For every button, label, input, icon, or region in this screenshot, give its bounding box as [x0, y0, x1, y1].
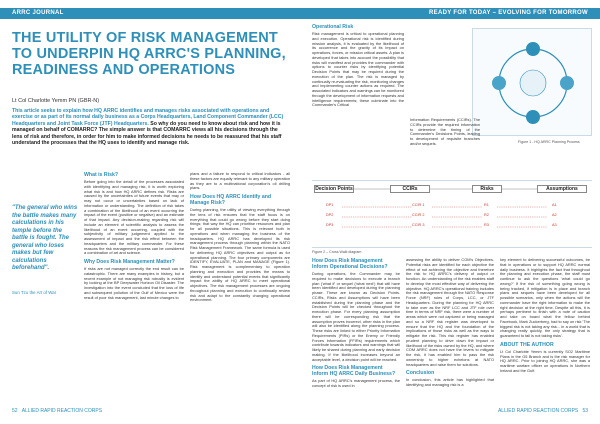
body-paragraph: Lt Col Charlotte Yemm is currently SO2 Maritime Plans in the G5 Branch and is the risk manager for HQ ARRC. Prior to joining HQ ARRC, she was a maritime warfare officer on operations in Northern Ireland and the Gulf.	[500, 348, 590, 373]
right-footer	[498, 408, 588, 414]
tagline-label: READY FOR TODAY – EVOLVING FOR TOMORROW	[429, 10, 588, 16]
section-heading: How Does Risk Management Inform Operational Decisions?	[312, 258, 388, 270]
intro-lead: This article seeks to explain how HQ ARRC identifies and manages risks associated with operations and exercise or as part of its normal daily business as a Corps Headquarters, Land Component Commander (LCC) Headquarters and Joint Task Force (JTF) Headquarters.	[12, 108, 284, 127]
page-number-left: 52	[12, 408, 18, 414]
journal-label: ARRC JOURNAL	[12, 10, 64, 16]
flow-header-ccir: CCIRs	[390, 185, 430, 193]
cycle-node-bottom	[526, 110, 540, 124]
operational-risk-column	[312, 24, 404, 111]
ccir-item: CCIR 2	[412, 213, 425, 217]
risk-item: R1	[484, 203, 489, 207]
cycle-node-left	[492, 76, 506, 90]
assumption-item: A3	[552, 223, 557, 227]
right-column-1	[312, 258, 400, 392]
pull-quote: "The general who wins the battle makes many calculations in his temple before the battle is fought. The general who loses makes but few calculations beforehand".	[12, 205, 78, 271]
cross-walk-diagram	[312, 180, 592, 248]
risk-item: R3	[484, 223, 489, 227]
left-footer	[12, 408, 102, 414]
right-column-2	[406, 258, 494, 391]
cycle-node-top	[526, 42, 540, 56]
left-column-2	[190, 172, 290, 306]
left-column-1	[84, 172, 184, 303]
section-heading: Operational Risk	[312, 24, 354, 30]
intro-rest: So why do you need to know about risk and how it is managed on behalf of COMARRC? The simple answer is that COMARRC views all his decisions through the lens of risk and therefore, in order for him to make informed decisions he needs to be reassured that his staff understand the processes that the HQ uses to identify and manage risk.	[12, 120, 282, 147]
left-header-band	[0, 8, 300, 19]
body-paragraph: assessing the ability to deliver COM's Objectives. Potential risks are identified for each objective the effect of not achieving the objective and therefore the risk to HQ ARRC's delivery of output or function. An understanding of the risk enables staff to develop the most effective way of delivering the objective. HQ ARRC's operational training includes the risk management through the NATO Response Force (NRF) roles of Corps, LCC, or JTF Headquarters. During the planning for HQ ARRC to take over as the NRF LCC and JTF role over time in terms of NRF risk, there were a number of areas which were not captured or being managed and so a NRF risk register was developed to ensure that the HQ and the foundation of the implications of those risks as well as the ways to mitigate the risk. This risk register has enabled prudent planning to drive down the impact or likelihood of the risks owned by the HQ, and where COM ARRC does not have the levers to mitigate the risk, it has enabled him to pass the risk ownership to higher echelons at NATO headquarters and raise them for solutions.	[406, 257, 494, 367]
right-page	[300, 0, 600, 424]
cycle-hub	[520, 70, 546, 96]
footer-title-left: ALLIED RAPID REACTION CORPS	[21, 408, 103, 414]
figure1-caption: Figure 1 - HQ ARRC Planning Process	[518, 140, 580, 144]
section-heading: Conclusion	[406, 370, 435, 377]
right-column-3	[500, 258, 590, 377]
dp-item: DP3	[326, 223, 334, 227]
body-paragraph: As part of HQ ARRC's management process, the concept of risk is used in	[312, 378, 400, 388]
body-paragraph: If risks are not managed correctly the end result can be catastrophic. There are many examples in history, but a recent example of not managing risk robustly is evident by looking at the BP Deepwater Horizon Oil Disaster. The investigation into the event concluded that the loss of life and subsequent pollution of the Gulf of Mexico were the result of poor risk management, last minute changes to	[84, 266, 184, 300]
ccir-item: CCIR 1	[412, 203, 425, 207]
body-paragraph: plans and a failure to respond to critical indicators - all these factors are equally relevant to any military operation as they are to a multinational corporation's oil drilling plans.	[190, 171, 290, 191]
body-paragraph: During operations, the Commander may be required to make decisions to execute a branch plan ('what if' or sequel ('what next') that will have been identified and developed during the planning phase. These are known as Decision Points. CCIRs, Risks and Assumptions will have been established during the planning phase and the Decision Points will be checked throughout the execution phase. For every planning assumption there will be corresponding risk that the assumption proves incorrect, other risks in the plan will also be identified along the planning process. These risks are linked to either Priority Information Requirements (PIRs) or the Enemy or Friendly Forces Information (FFIRs) requirements which contribute towards indicators and warnings that will likely be shared during planning and early decision making. If the likelihood increases beyond an acceptable level, a decision point will be reached.	[312, 271, 400, 362]
ccir-column	[410, 118, 480, 150]
dp-item: DP1	[326, 203, 334, 207]
pull-quote-source: Sun Tzu the Art of War	[12, 290, 57, 295]
body-paragraph: During planning, the utility of viewing everything through the lens of risk ensures that the staff focus is on everything that could go wrong before they start doing things; that way the HQ can prioritise resources and plan for all possible situations. This is relevant both in operations and when managing the business of the headquarters. HQ ARRC has developed its risk management process through planning within the NATO Risk Management Framework. The same formula is used for delivering HQ ARRC objectives and output as for operational planning. The four primary components are IDENTIFY, EVALUATE, PLAN and MANAGE (Figure 1). Risk management is complementary to operation planning and execution and provides the means to identify and understand potential events that significantly impact the ability of HQ ARRC to meet operational objectives. The risk management processes are ongoing throughout planning and execution to continually review risk and adapt to the constantly changing operational environment.	[190, 207, 290, 303]
flow-header-dp: Decision Points	[315, 186, 353, 192]
dp-item: DP2	[326, 213, 334, 217]
page-number-right: 53	[582, 408, 588, 414]
body-paragraph: Before going into the detail of the processes associated with identifying and managing risk, it is worth exploring what risk is and how HQ ARRC defines risk. Risks are caused by the uncertainties of future events that may or may not occur or uncertainties based on lack of information or understanding. The definition of risk takes a combination of the likelihood of an event occurring the impact of the event (positive or negative) and an estimate of that impact. Any decision-making regarding risk will include an element of scientific analysis to assess the likelihood of an event occurring, coupled with the subjectivity of military judgement applied to the assessment of impact and the risk effect between the headquarters and the military commander. For these reasons the risk management process can be considered a combination of art and science.	[84, 179, 184, 256]
flow-header-assumptions: Assumptions	[537, 185, 587, 193]
body-paragraph: Information Requirements (CCIRs). The CCIRs provide the required information to determine the timing of the Commander's Decisions Points, leading to development of requisite branches and/or sequels.	[410, 117, 480, 146]
flow-header-risks: Risks	[472, 185, 502, 193]
section-heading: Why Does Risk Management Matter?	[84, 259, 175, 265]
body-paragraph: Risk management is critical to operational planning and execution. Operational risk is identified during mission analysis, it is evaluated by the likelihood of its occurrence and the gravity of its impact on operations, forces, or mission critical assets. A plan is developed that takes into account the possibility that risks will manifest and provides the commander with options to counter risks by identifying potential Decision Points that may be required during the execution of the plan. The risk is managed by continually re-evaluating the risk, monitoring changes and implementing counter actions as required. The associated indicators and warnings can be monitored through the development of information requests and intelligence requirements; these culminate into the Commander's Critical	[312, 31, 404, 108]
section-heading: How Does HQ ARRC Identify and Manage Risk?	[190, 194, 272, 206]
cycle-node-right	[560, 76, 574, 90]
section-heading: What is Risk?	[84, 172, 119, 178]
section-heading: How Does Risk Management Inform HQ ARRC Daily Business?	[312, 365, 396, 378]
body-paragraph: In conclusion, this article has highlighted that identifying and managing risk is a	[406, 377, 494, 387]
footer-title-right: ALLIED RAPID REACTION CORPS	[497, 408, 579, 414]
article-intro	[12, 108, 288, 146]
assumption-item: A2	[552, 213, 557, 217]
planning-cycle-graphic	[473, 29, 593, 137]
planning-process-figure	[472, 28, 592, 136]
article-headline: THE UTILITY OF RISK MANAGEMENT TO UNDERPIN HQ ARRC'S PLANNING, READINESS AND OPERATIONS	[12, 30, 286, 78]
risk-item: R2	[484, 213, 489, 217]
figure2-caption: Figure 2 – Cross Walk diagram	[312, 250, 362, 254]
body-paragraph: key element to delivering successful outcomes, be that in operations or to support HQ ARRC normal daily business. It highlights the fact that throughout the planning and execution phase, the staff must continue to ask the questions 'what could go wrong?' If the risk of something going wrong is being tracked, if mitigation is in place and branch plans and sequels have been developed for all possible scenarios, only when the actions will the commander have the right information to make the right decision at the right time. Despite all this, it is perhaps pertinent to finish with a note of caution and take on board what the fellow behind Facebook, Mark Zuckerberg, had to say on risk 'The biggest risk is not taking any risk... in a world that is changing really quickly, the only strategy that is guaranteed to fail is not taking risks'.	[500, 257, 590, 338]
right-header-band	[300, 8, 600, 19]
author-byline: Lt Col Charlotte Yemm PN (GBR-N)	[12, 98, 100, 104]
section-heading: ABOUT THE AUTHOR	[500, 341, 554, 348]
assumption-item: A1	[552, 203, 557, 207]
ccir-item: CCIR 3	[412, 223, 425, 227]
